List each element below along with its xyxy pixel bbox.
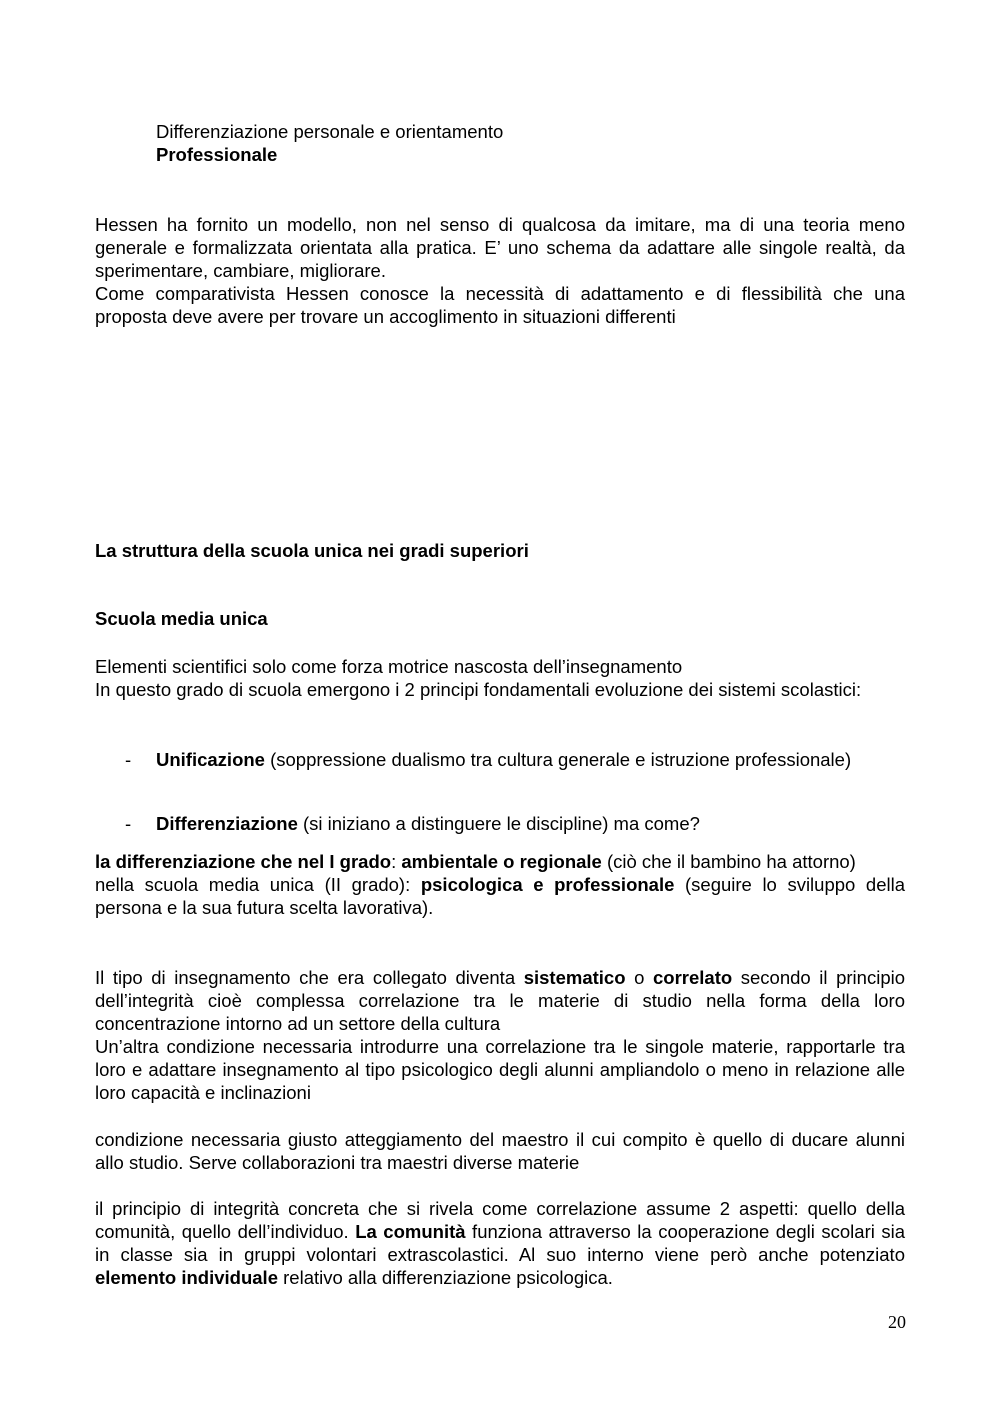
- top-block: [156, 120, 905, 166]
- paragraph-elementi: [95, 655, 905, 701]
- paragraph-condizione: condizione necessaria giusto atteggiamento del maestro il cui compito è quello di ducare alunni allo studio. Serve collaborazioni tra maestri diverse materie: [95, 1129, 905, 1173]
- section-heading: La struttura della scuola unica nei gradi superiori: [95, 540, 529, 561]
- paragraph-tipo-insegnamento: Il tipo di insegnamento che era collegato diventa sistematico o correlato secondo il principio dell’integrità cioè complessa correlazione tra le materie di studio nella forma della loro concentrazione intorno ad un settore della cultura Un’altra condizione necessaria introdurre una correlazione tra le singole materie, rapportarle tra loro e adattare insegnamento al tipo psicologico degli alunni ampliandolo o meno in relazione alle loro capacità e inclinazioni: [95, 967, 906, 1103]
- paragraph-principio: il principio di integrità concreta che si rivela come correlazione assume 2 aspetti: quello della comunità, quello dell’individuo. La comunità funziona attraverso la cooperazione degli scolari sia in classe sia in gruppi volontari extrascolastici. Al suo interno viene però anche potenziato elemento individuale relativo alla differenziazione psicologica.: [95, 1198, 906, 1288]
- paragraph-differenziazione: la differenziazione che nel I grado: ambientale o regionale (ciò che il bambino ha attorno) nella scuola media unica (II grado): psicologica e professionale (seguire lo sviluppo della persona e la sua futura scelta lavorativa).: [95, 851, 906, 918]
- paragraph-hessen: [95, 213, 905, 328]
- hessen-text-1: Hessen ha fornito un modello, non nel senso di qualcosa da imitare, ma di una teoria meno generale e formalizzata orientata alla pratica. E’ uno schema da adattare alle singole realtà, da sperimentare, cambiare, migliorare.: [95, 214, 905, 281]
- subsection-heading: Scuola media unica: [95, 608, 268, 629]
- list-bullet-2: -: [125, 813, 132, 834]
- top-line-2: Professionale: [156, 144, 278, 165]
- page-number: 20: [888, 1312, 906, 1332]
- top-line-1: Differenziazione personale e orientamento: [156, 121, 504, 142]
- list-bullet-1: -: [125, 749, 132, 770]
- hessen-text-2: Come comparativista Hessen conosce la necessità di adattamento e di flessibilità che una proposta deve avere per trovare un accoglimento in situazioni differenti: [95, 283, 905, 327]
- elementi-line-2: In questo grado di scuola emergono i 2 principi fondamentali evoluzione dei sistemi scolastici:: [95, 679, 862, 700]
- elementi-line-1: Elementi scientifici solo come forza motrice nascosta dell’insegnamento: [95, 656, 683, 677]
- list-item-differenziazione: Differenziazione (si iniziano a distinguere le discipline) ma come?: [156, 813, 700, 834]
- list-item-unificazione: Unificazione (soppressione dualismo tra cultura generale e istruzione professionale): [156, 749, 852, 770]
